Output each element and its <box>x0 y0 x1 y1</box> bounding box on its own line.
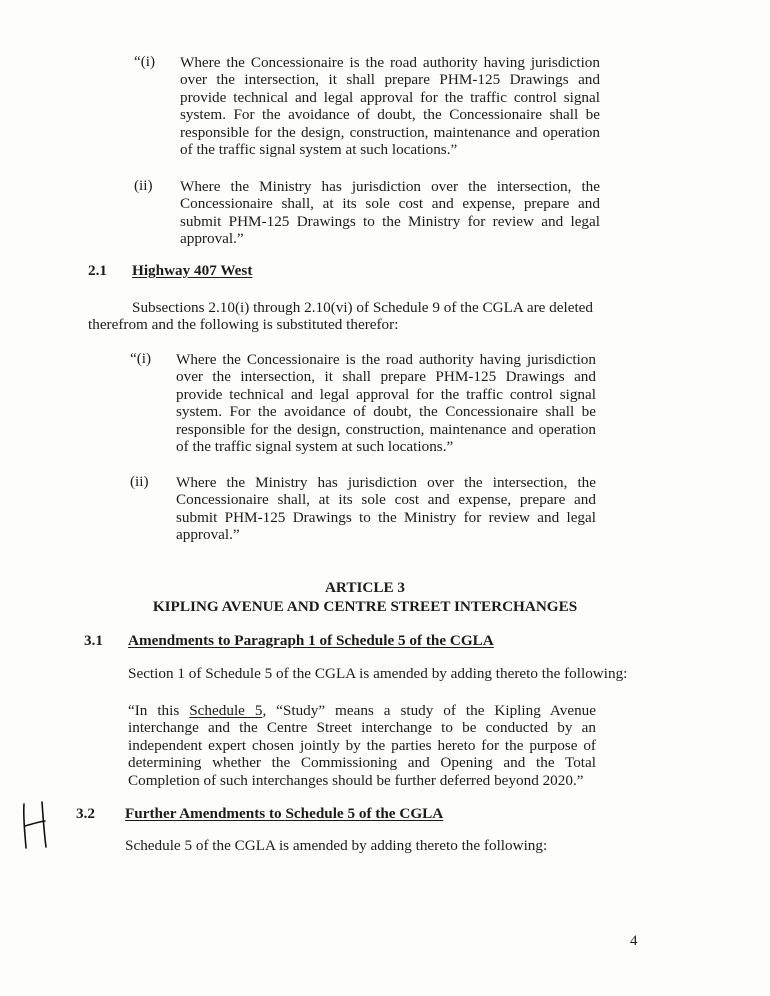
section-heading: Highway 407 West <box>132 262 253 279</box>
item-label-i: “(i) <box>134 53 156 70</box>
article-subtitle: KIPLING AVENUE AND CENTRE STREET INTERCHANGES <box>152 598 578 615</box>
section-number: 3.2 <box>76 805 95 822</box>
schedule-reference: Schedule 5 <box>189 702 263 719</box>
page-number: 4 <box>630 933 638 949</box>
paragraph-line: Subsections 2.10(i) through 2.10(vi) of Schedule 9 of the CGLA are deleted <box>132 299 594 316</box>
handwritten-mark <box>14 800 54 852</box>
item-label-ii: (ii) <box>130 473 149 490</box>
section-number: 3.1 <box>84 632 103 649</box>
item-text-i: Where the Concessionaire is the road authority having jurisdiction over the intersection, it shall prepare PHM-125 Drawings and provide technical and legal approval for the traffic control signal system. For the avoidance of doubt, the Concessionaire shall be responsible for the design, construction, maintenance and operation of the traffic signal system at such locations.” <box>180 54 600 159</box>
item-text-ii: Where the Ministry has jurisdiction over the intersection, the Concessionaire shall, at its sole cost and expense, prepare and submit PHM-125 Drawings to the Ministry for review and legal approval.” <box>180 178 600 248</box>
item-text-ii: Where the Ministry has jurisdiction over the intersection, the Concessionaire shall, at its sole cost and expense, prepare and submit PHM-125 Drawings to the Ministry for review and legal approval.” <box>176 474 596 544</box>
section-heading: Amendments to Paragraph 1 of Schedule 5 of the CGLA <box>128 632 494 649</box>
item-label-i: “(i) <box>130 350 152 367</box>
paragraph-line: Schedule 5 of the CGLA is amended by adding thereto the following: <box>125 837 548 854</box>
paragraph-line: therefrom and the following is substituted therefor: <box>88 316 399 333</box>
quoted-definition: “In this Schedule 5, “Study” means a study of the Kipling Avenue interchange and the Centre Street interchange to be conducted by an independent expert chosen jointly by the parties hereto for the purpose of determining whether the Commissioning and Opening and the Total Completion of such interchanges should be further deferred beyond 2020.” <box>128 702 597 789</box>
section-heading: Further Amendments to Schedule 5 of the CGLA <box>125 805 444 822</box>
paragraph-line: Section 1 of Schedule 5 of the CGLA is amended by adding thereto the following: <box>128 665 628 682</box>
article-title: ARTICLE 3 <box>324 579 406 596</box>
item-label-ii: (ii) <box>134 177 153 194</box>
section-number: 2.1 <box>88 262 107 279</box>
item-text-i: Where the Concessionaire is the road authority having jurisdiction over the intersection, it shall prepare PHM-125 Drawings and provide technical and legal approval for the traffic control signal system. For the avoidance of doubt, the Concessionaire shall be responsible for the design, construction, maintenance and operation of the traffic signal system at such locations.” <box>176 351 596 456</box>
